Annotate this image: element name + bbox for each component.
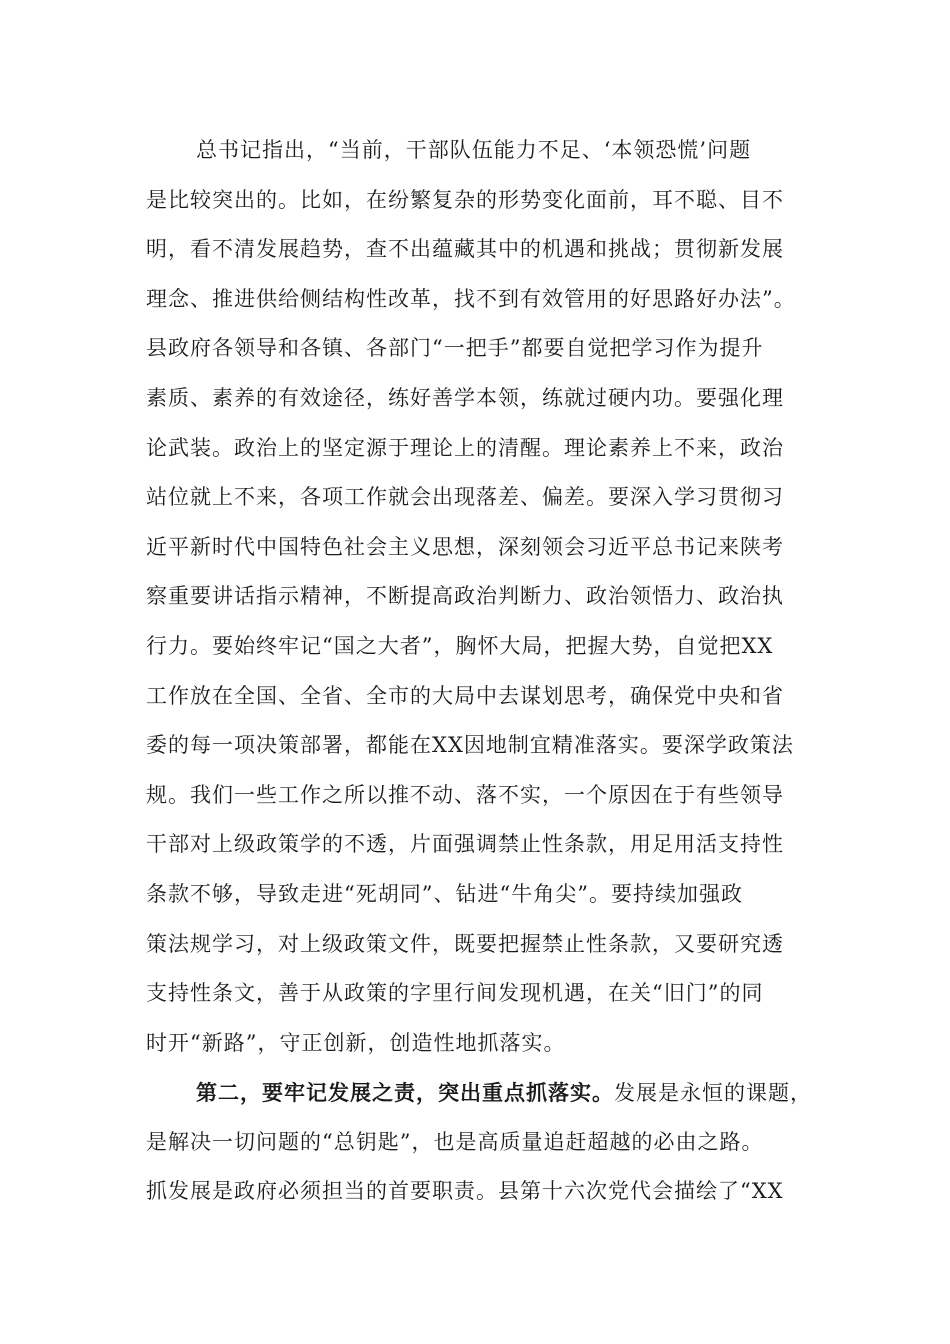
text-line: 是解决一切问题的“总钥匙”，也是高质量追赶超越的必由之路。 [146, 1129, 764, 1154]
text-line: 总书记指出，“当前，干部队伍能力不足、‘本领恐慌’问题 [196, 138, 752, 162]
text-line: 条款不够，导致走进“死胡同”、钻进“牛角尖”。要持续加强政 [146, 881, 743, 906]
text-line: 近平新时代中国特色社会主义思想，深刻领会习近平总书记来陕考 [146, 534, 784, 559]
text-line: 抓发展是政府必须担当的首要职责。县第十六次党代会描绘了“XX [146, 1179, 784, 1204]
text-line: 规。我们一些工作之所以推不动、落不实，一个原因在于有些领导 [146, 782, 784, 807]
text-line: 素质、素养的有效途径，练好善学本领，练就过硬内功。要强化理 [146, 385, 784, 410]
text-line: 干部对上级政策学的不透，片面强调禁止性条款，用足用活支持性 [146, 832, 784, 857]
bold-heading-lead: 第二，要牢记发展之责，突出重点抓落实。 [196, 1080, 614, 1106]
paragraph-1 [146, 126, 806, 1068]
text-line: 时开“新路”，守正创新，创造性地抓落实。 [146, 1030, 566, 1055]
text-line [146, 1068, 812, 1118]
text-line: 支持性条文，善于从政策的字里行间发现机遇，在关“旧门”的同 [146, 981, 764, 1006]
text-line: 站位就上不来，各项工作就会出现落差、偏差。要深入学习贯彻习 [146, 485, 784, 510]
text-line: 理念、推进供给侧结构性改革，找不到有效管用的好思路好办法”。 [146, 286, 796, 311]
text-line: 明，看不清发展趋势，查不出蕴藏其中的机遇和挑战；贯彻新发展 [146, 237, 784, 262]
text-line: 论武装。政治上的坚定源于理论上的清醒。理论素养上不来，政治 [146, 435, 784, 460]
text-line: 委的每一项决策部署，都能在XX因地制宜精准落实。要深学政策法 [146, 733, 794, 758]
text-line: 策法规学习，对上级政策文件，既要把握禁止性条款，又要研究透 [146, 931, 784, 956]
paragraph-2 [146, 1068, 812, 1217]
document-body [146, 126, 812, 1217]
text-line: 工作放在全国、全省、全市的大局中去谋划思考，确保党中央和省 [146, 683, 784, 708]
text-line: 察重要讲话指示精神，不断提高政治判断力、政治领悟力、政治执 [146, 584, 784, 609]
text-line: 行力。要始终牢记“国之大者”，胸怀大局，把握大势，自觉把XX [146, 633, 774, 658]
text-line: 是比较突出的。比如，在纷繁复杂的形势变化面前，耳不聪、目不 [146, 187, 784, 212]
heading-line-rest: 发展是永恒的课题， [614, 1081, 812, 1106]
text-line: 县政府各领导和各镇、各部门“一把手”都要自觉把学习作为提升 [146, 336, 764, 361]
